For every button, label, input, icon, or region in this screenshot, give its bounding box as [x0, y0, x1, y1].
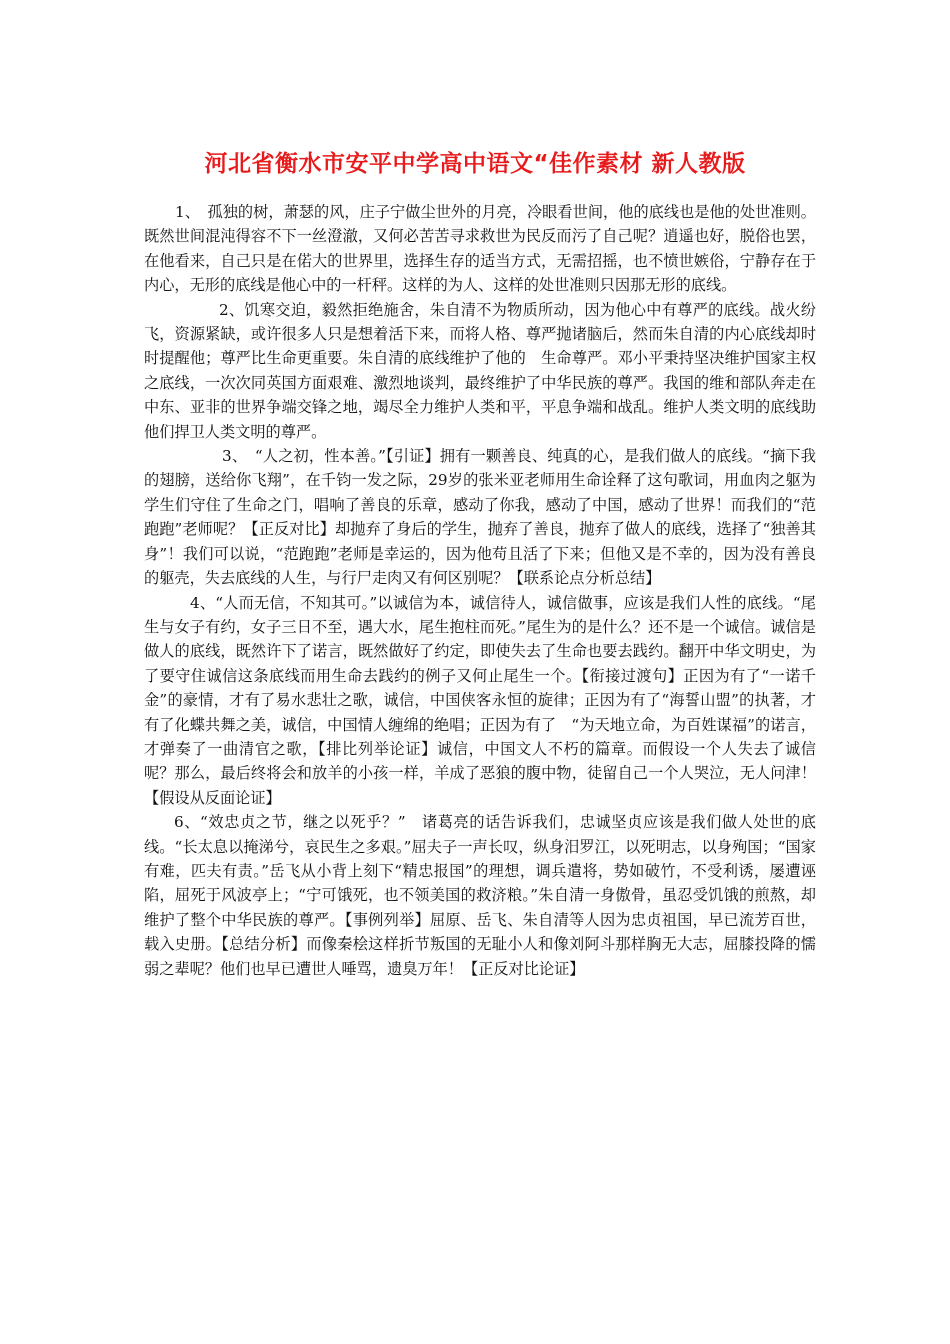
paragraph-3: 3、 “人之初，性本善。”【引证】拥有一颗善良、纯真的心，是我们做人的底线。“摘下我的翅膀，送给你飞翔”，在千钧一发之际，29岁的张米亚老师用生命诠释了这句歌词，用血肉之躯为学生们守住了生命之门，唱响了善良的乐章，感动了你我，感动了中国，感动了世界！而我们的“范跑跑”老师呢？【正反对比】却抛弃了身后的学生，抛弃了善良，抛弃了做人的底线，选择了“独善其身”！我们可以说，“范跑跑”老师是幸运的，因为他苟且活了下来；但他又是不幸的，因为没有善良的躯壳，失去底线的人生，与行尸走肉又有何区别呢？【联系论点分析总结】	[144, 447, 816, 588]
paragraph-2: 2、饥寒交迫，毅然拒绝施舍，朱自清不为物质所动，因为他心中有尊严的底线。战火纷飞，资源紧缺，或许很多人只是想着活下来，而将人格、尊严抛诸脑后，然而朱自清的内心底线却时时提醒他；尊严比生命更重要。朱自清的底线维护了他的 生命尊严。邓小平秉持坚决维护国家主权之底线，一次次同英国方面艰难、激烈地谈判，最终维护了中华民族的尊严。我国的维和部队奔走在中东、亚非的世界争端交锋之地，竭尽全力维护人类和平，平息争端和战乱。维护人类文明的底线助他们捍卫人类文明的尊严。	[144, 300, 816, 441]
document-body	[144, 200, 816, 981]
paragraph-6: 6、“效忠贞之节，继之以死乎？” 诸葛亮的话告诉我们，忠诚坚贞应该是我们做人处世的底线。“长太息以掩涕兮，哀民生之多艰。”屈夫子一声长叹，纵身汨罗江，以死明志，以身殉国；“国家有难，匹夫有责。”岳飞从小背上刻下“精忠报国”的理想，调兵遣将，势如破竹，不受利诱，屡遭诬陷，屈死于风波亭上；“宁可饿死，也不领美国的救济粮。”朱自清一身傲骨，虽忍受饥饿的煎熬，却维护了整个中华民族的尊严。【事例列举】屈原、岳飞、朱自清等人因为忠贞祖国，早已流芳百世，载入史册。【总结分析】而像秦桧这样折节叛国的无耻小人和像刘阿斗那样胸无大志，屈膝投降的懦弱之辈呢？他们也早已遭世人唾骂，遗臭万年！【正反对比论证】	[144, 813, 816, 978]
paragraph-4: 4、“人而无信，不知其可。”以诚信为本，诚信待人，诚信做事，应该是我们人性的底线。“尾生与女子有约，女子三日不至，遇大水，尾生抱柱而死。”尾生为的是什么？还不是一个诚信。诚信是做人的底线，既然许下了诺言，既然做好了约定，即使失去了生命也要去践约。翻开中华文明史，为了要守住诚信这条底线而用生命去践约的例子又何止尾生一个。【衔接过渡句】正因为有了“一诺千金”的豪情，才有了易水悲壮之歌，诚信，中国侠客永恒的旋律；正因为有了“海誓山盟”的执著，才有了化蝶共舞之美，诚信，中国情人缠绵的绝唱；正因为有了 “为天地立命，为百姓谋福”的诺言，才弹奏了一曲清官之歌，【排比列举论证】诚信，中国文人不朽的篇章。而假设一个人失去了诚信呢？那么，最后终将会和放羊的小孩一样，羊成了恶狼的腹中物，徒留自己一个人哭泣，无人问津！【假设从反面论证】	[144, 593, 816, 807]
document-title: 河北省衡水市安平中学高中语文“佳作素材 新人教版	[204, 151, 746, 177]
paragraph-1: 1、 孤独的树，萧瑟的风，庄子宁做尘世外的月亮，冷眼看世间，他的底线也是他的处世准则。既然世间混沌得容不下一丝澄澈，又何必苦苦寻求救世为民反而污了自己呢？逍遥也好，脱俗也罢，在他看来，自己只是在偌大的世界里，选择生存的适当方式，无需招摇，也不愤世嫉俗，宁静存在于内心，无形的底线是他心中的一杆秤。这样的为人、这样的处世准则只因那无形的底线。	[144, 203, 816, 295]
